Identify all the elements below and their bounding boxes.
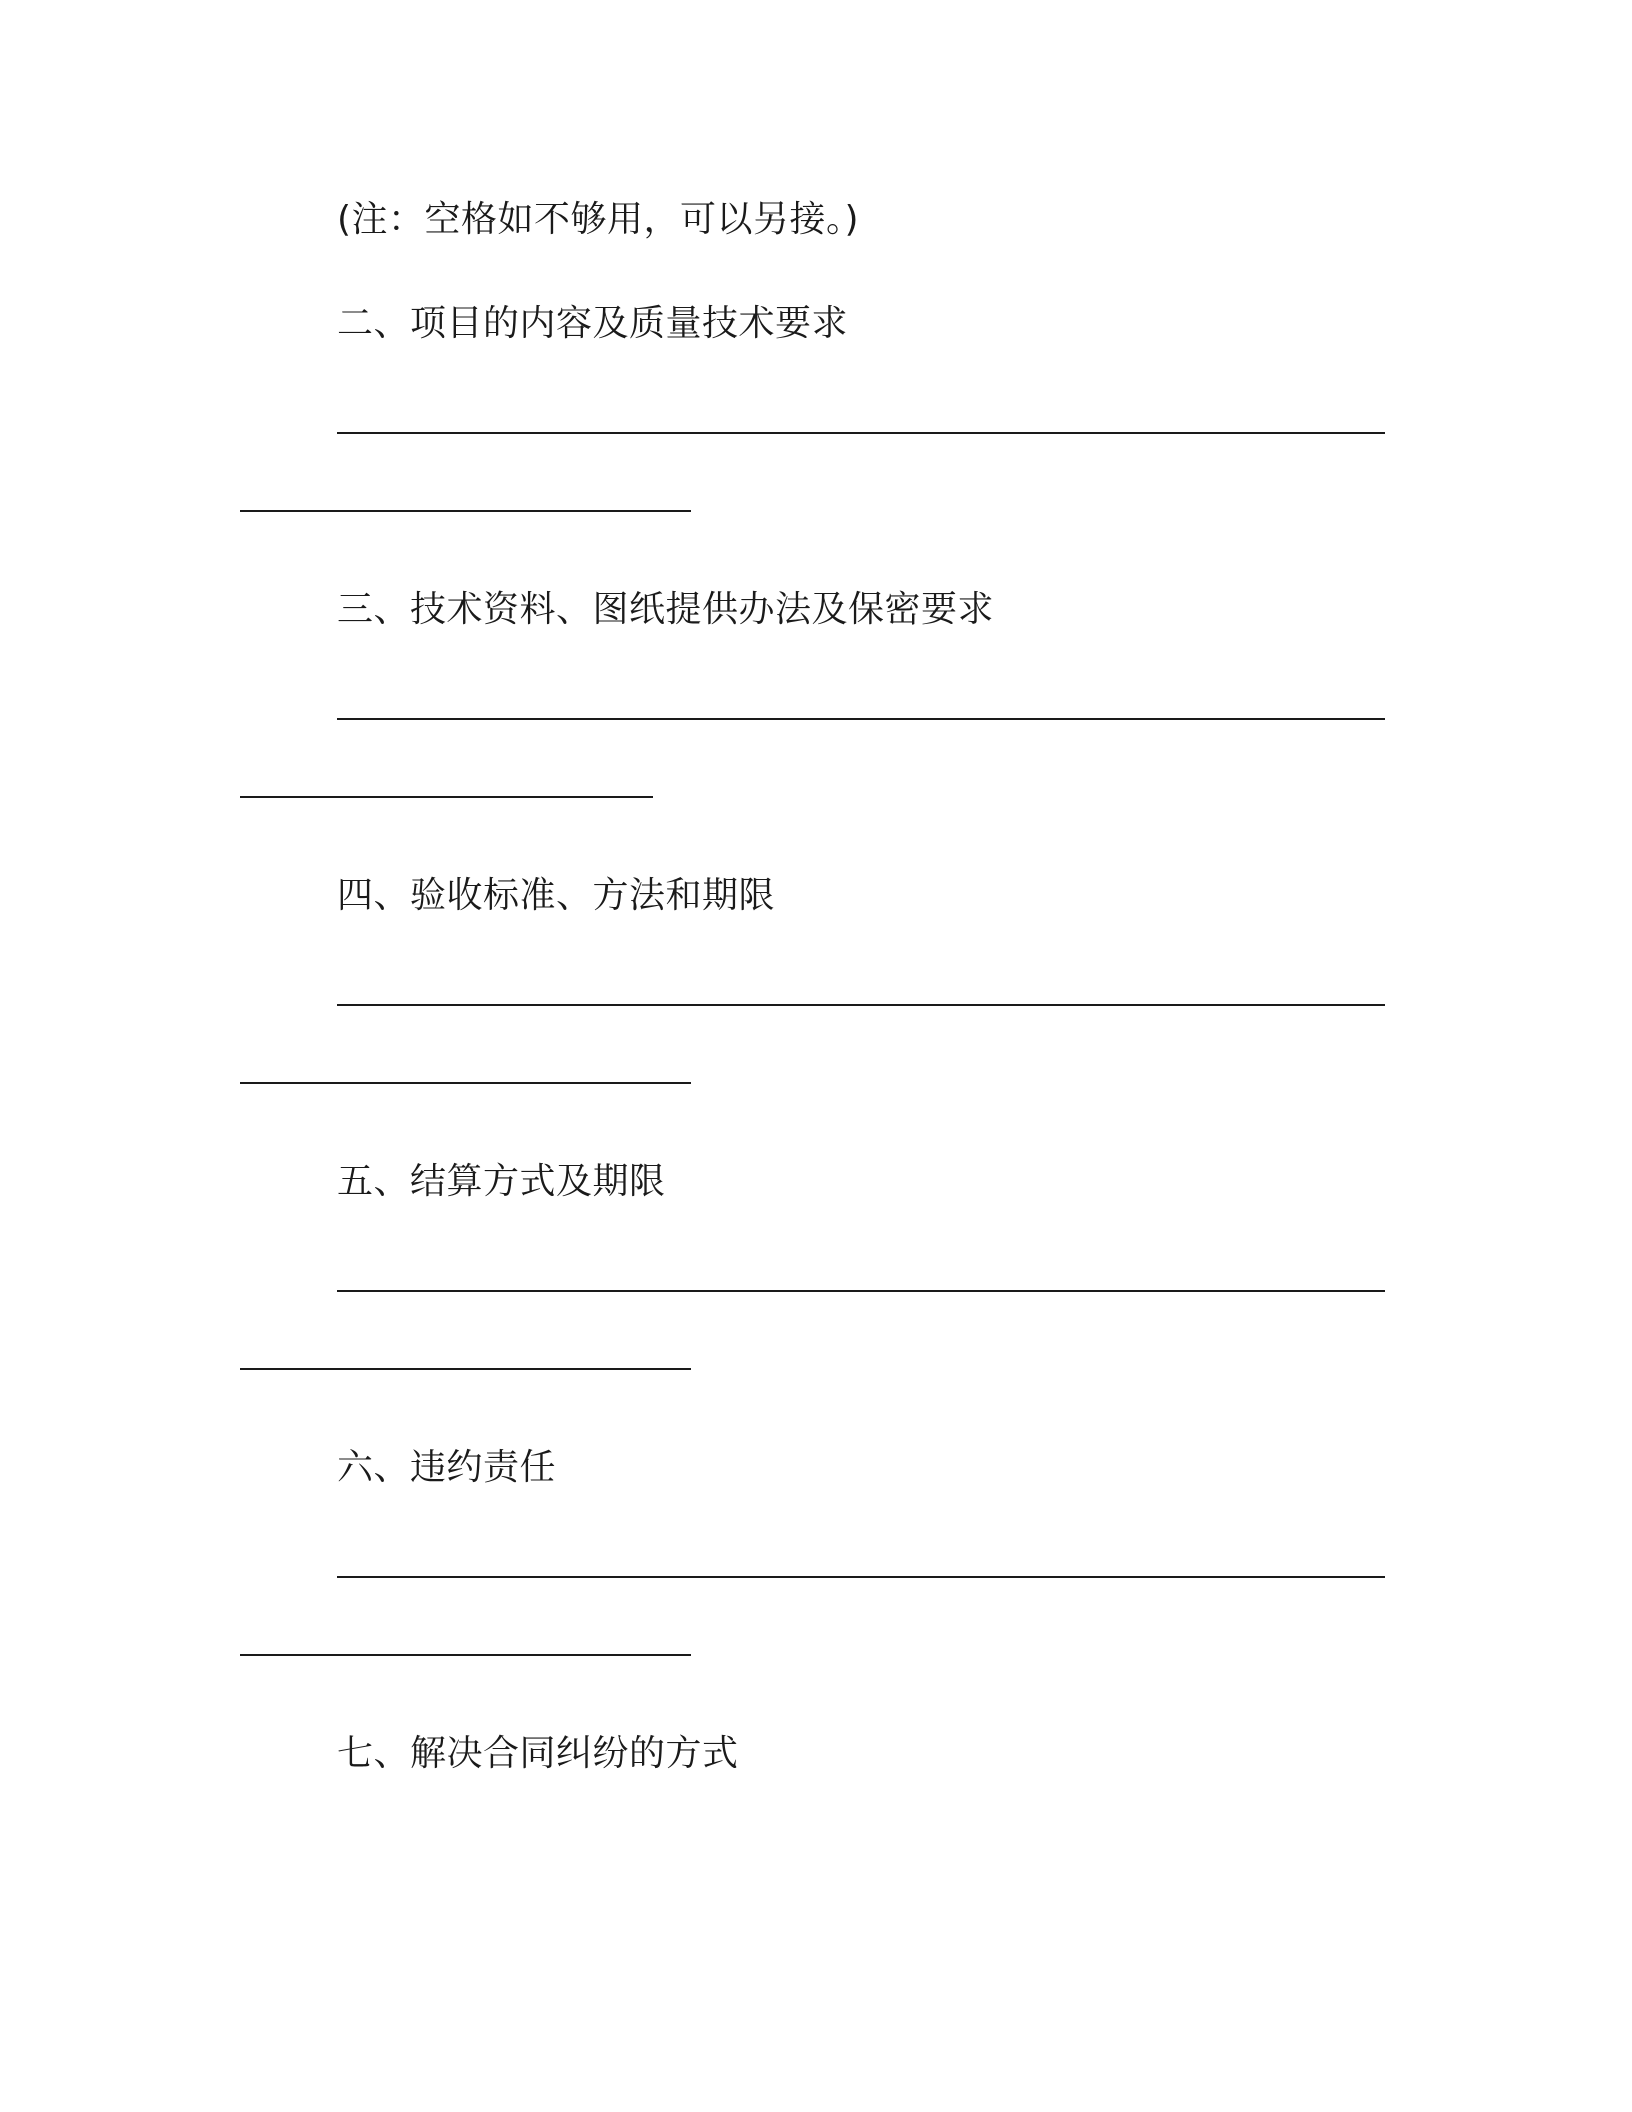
section-heading-2: 二、项目的内容及质量技术要求 xyxy=(337,303,849,344)
fill-in-line xyxy=(337,432,1385,434)
section-heading-5: 五、结算方式及期限 xyxy=(337,1161,666,1202)
fill-in-line xyxy=(337,1290,1385,1292)
note-text: (注：空格如不够用，可以另接。) xyxy=(337,199,860,240)
fill-in-line xyxy=(240,1368,691,1370)
fill-in-line xyxy=(240,1082,691,1084)
fill-in-line xyxy=(240,1654,691,1656)
fill-in-line xyxy=(240,510,691,512)
fill-in-line xyxy=(337,1004,1385,1006)
section-heading-6: 六、违约责任 xyxy=(337,1447,557,1488)
fill-in-line xyxy=(240,796,653,798)
fill-in-line xyxy=(337,718,1385,720)
section-heading-4: 四、验收标准、方法和期限 xyxy=(337,875,776,916)
section-heading-7: 七、解决合同纠纷的方式 xyxy=(337,1733,739,1774)
fill-in-line xyxy=(337,1576,1385,1578)
section-heading-3: 三、技术资料、图纸提供办法及保密要求 xyxy=(337,589,995,630)
